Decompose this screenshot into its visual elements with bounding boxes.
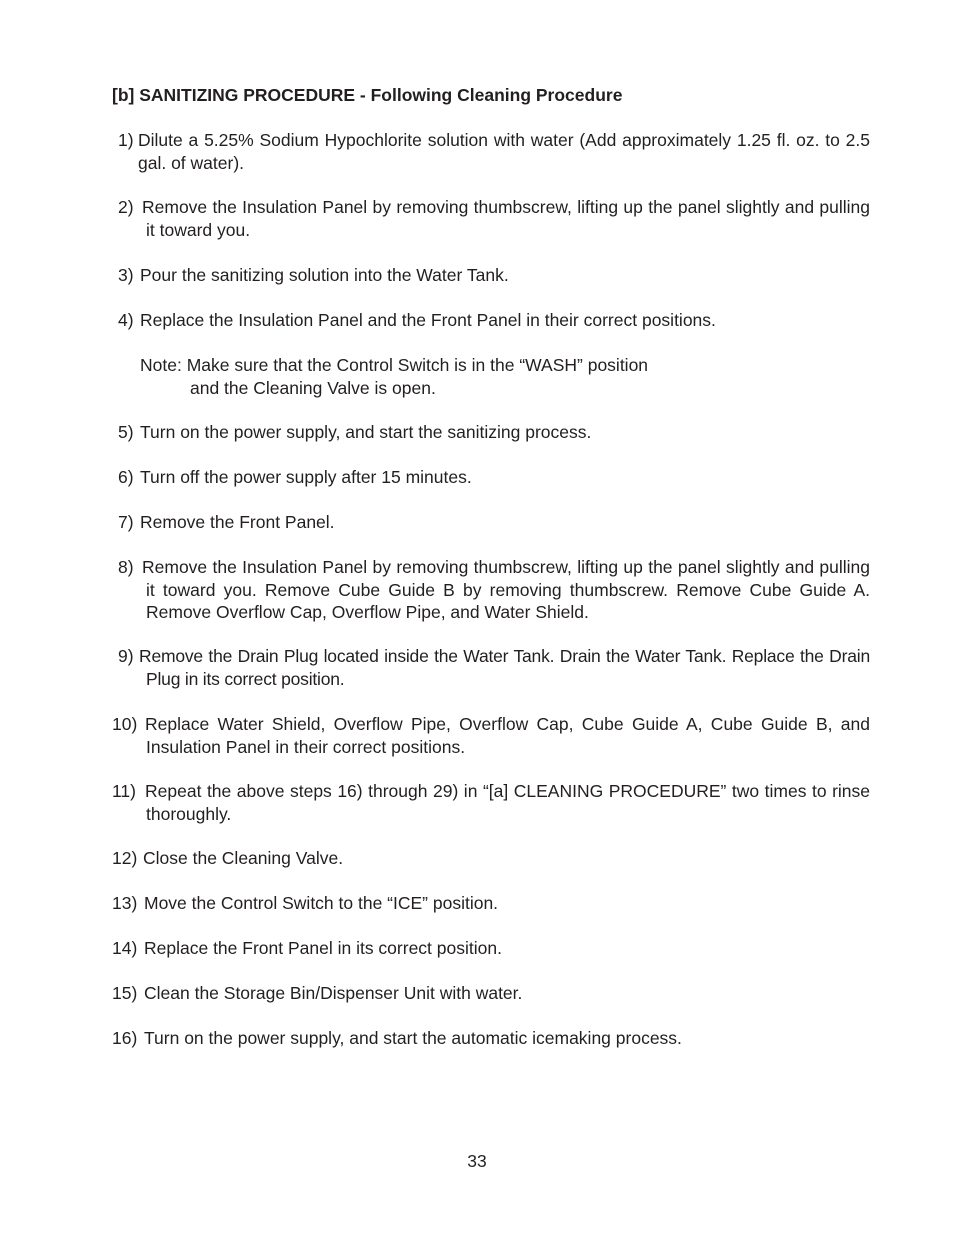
step-text: Pour the sanitizing solution into the Water Tank. [140,265,509,285]
step-text: Replace Water Shield, Overflow Pipe, Overflow Cap, Cube Guide A, Cube Guide B, and Insulation Panel in their correct positions. [145,714,870,757]
step-text: Remove the Insulation Panel by removing thumbscrew, lifting up the panel slightly and pulling it toward you. [142,197,870,240]
step-number: 14) [112,938,138,958]
step-16 [0,1027,870,1050]
step-9 [0,645,870,690]
step-5 [0,421,870,444]
step-number: 10) [112,714,138,734]
step-number: 9) [118,646,134,666]
step-text: Replace the Insulation Panel and the Front Panel in their correct positions. [140,310,716,330]
section-heading: [b] SANITIZING PROCEDURE - Following Cleaning Procedure [112,85,623,105]
step-number: 1) [118,130,134,150]
step-text: Remove the Drain Plug located inside the Water Tank. Drain the Water Tank. Replace the Drain Plug in its correct position. [139,646,870,689]
step-7 [0,511,870,534]
step-number: 13) [112,893,138,913]
step-number: 16) [112,1028,138,1048]
step-2 [0,196,870,241]
step-text: Turn on the power supply, and start the sanitizing process. [140,422,592,442]
step-number: 5) [118,422,134,442]
step-15 [0,982,870,1005]
step-14 [0,937,870,960]
step-text: Close the Cleaning Valve. [143,848,344,868]
step-6 [0,466,870,489]
step-number: 3) [118,265,134,285]
step-13 [0,892,870,915]
step-11 [0,780,870,825]
step-number: 12) [112,848,138,868]
step-text: Remove the Front Panel. [140,512,335,532]
step-text: Turn off the power supply after 15 minutes. [140,467,472,487]
note-line-2: and the Cleaning Valve is open. [190,377,436,398]
step-text: Clean the Storage Bin/Dispenser Unit with water. [144,983,523,1003]
step-12 [0,847,870,870]
step-number: 6) [118,467,134,487]
page-number: 33 [467,1151,487,1171]
step-number: 4) [118,310,134,330]
step-number: 7) [118,512,134,532]
step-text: Dilute a 5.25% Sodium Hypochlorite solution with water (Add approximately 1.25 fl. oz. to 2.5 gal. of water). [138,130,870,173]
step-text: Repeat the above steps 16) through 29) in “[a] CLEANING PROCEDURE” two times to rinse thoroughly. [145,781,870,824]
note-line-1: Note: Make sure that the Control Switch is in the “WASH” position [140,355,649,375]
step-4 [0,309,870,332]
step-10 [0,713,870,758]
step-number: 2) [118,197,134,217]
step-text: Remove the Insulation Panel by removing thumbscrew, lifting up the panel slightly and pulling it toward you. Remove Cube Guide B by removing thumbscrew. Remove Cube Guide A. Remove Overflow Cap, Overflow Pipe, and Water Shield. [142,557,870,622]
step-1 [0,129,870,174]
step-number: 11) [112,781,136,801]
note [140,354,648,399]
step-number: 15) [112,983,138,1003]
step-3 [0,264,870,287]
step-number: 8) [118,557,134,577]
step-text: Replace the Front Panel in its correct position. [144,938,502,958]
step-text: Turn on the power supply, and start the automatic icemaking process. [144,1028,682,1048]
step-8 [0,556,870,624]
step-text: Move the Control Switch to the “ICE” position. [144,893,499,913]
